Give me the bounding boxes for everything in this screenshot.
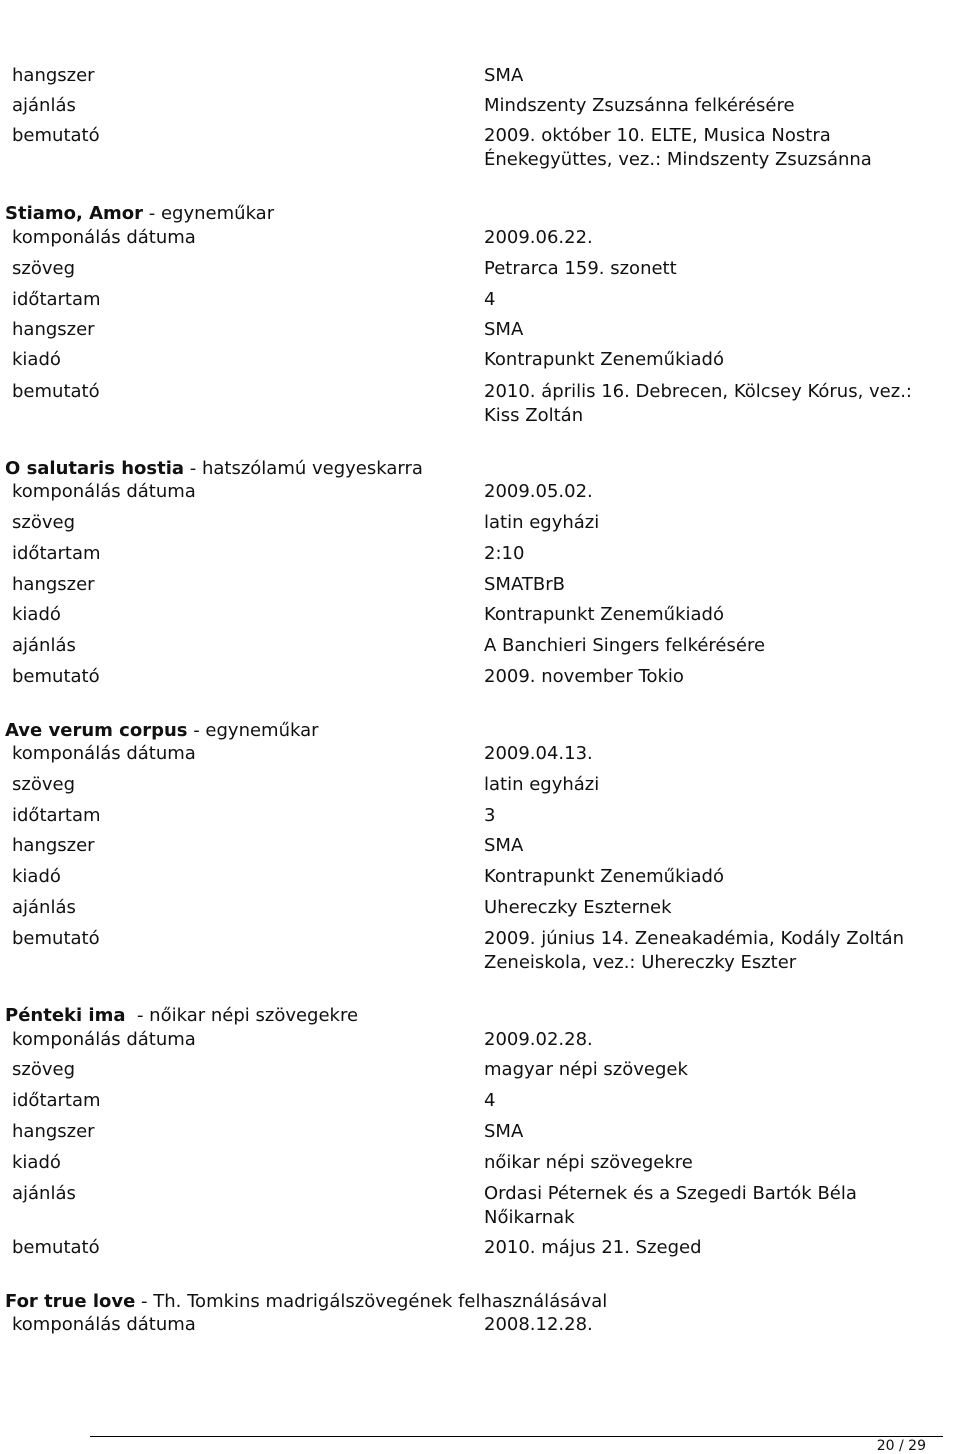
field-value: 2009.05.02. [484,481,593,502]
field-value: 2008.12.28. [484,1314,593,1335]
field-value: Petrarca 159. szonett [484,258,677,279]
field-row [0,804,960,828]
field-row [0,1028,960,1052]
field-label: ajánlás [12,95,76,116]
field-label: kiadó [12,866,61,887]
field-label: hangszer [12,574,95,595]
field-label: komponálás dátuma [12,1314,196,1335]
field-row [0,288,960,312]
field-label: szöveg [12,512,75,533]
field-value: nőikar népi szövegekre [484,1152,693,1173]
field-label: hangszer [12,1121,95,1142]
field-label: hangszer [12,65,95,86]
field-value: 2:10 [484,543,525,564]
field-value: magyar népi szövegek [484,1059,688,1080]
field-row [0,511,960,535]
field-value: SMA [484,65,524,86]
field-value: Kontrapunkt Zeneműkiadó [484,604,724,625]
field-value: Mindszenty Zsuzsánna felkérésére [484,95,795,116]
field-label: komponálás dátuma [12,743,196,764]
field-value: 4 [484,1090,496,1111]
work-title-subtitle: - nőikar népi szövegekre [125,1005,359,1026]
field-label: ajánlás [12,1183,76,1204]
field-value: 2009.04.13. [484,743,593,764]
field-row [0,1313,960,1337]
field-row [0,1120,960,1144]
work-title-subtitle: - egyneműkar [187,720,319,741]
field-row [0,927,960,973]
work-title [5,457,423,481]
field-label: ajánlás [12,897,76,918]
work-title-name: Ave verum corpus [5,720,188,741]
field-row [0,226,960,250]
field-label: ajánlás [12,635,76,656]
field-value: 2009.06.22. [484,227,593,248]
field-row [0,742,960,766]
field-row [0,773,960,797]
field-row [0,1182,960,1228]
field-value: 4 [484,289,496,310]
field-row [0,124,960,170]
field-value: 2009. november Tokio [484,666,684,687]
work-title-subtitle: - hatszólamú vegyeskarra [184,458,423,479]
page-number: 20 / 29 [876,1438,926,1454]
field-label: komponálás dátuma [12,1029,196,1050]
field-label: kiadó [12,349,61,370]
work-title-subtitle: - Th. Tomkins madrigálszövegének felhasználásával [135,1291,608,1312]
field-row [0,834,960,858]
field-row [0,380,960,426]
field-label: bemutató [12,125,100,146]
field-label: kiadó [12,604,61,625]
field-label: komponálás dátuma [12,227,196,248]
field-label: időtartam [12,289,101,310]
work-title-name: O salutaris hostia [5,458,185,479]
field-row [0,1236,960,1260]
field-row [0,318,960,342]
field-row [0,348,960,372]
field-label: időtartam [12,1090,101,1111]
field-label: hangszer [12,835,95,856]
field-label: hangszer [12,319,95,340]
field-label: szöveg [12,258,75,279]
work-title [5,1290,607,1314]
work-title-name: Stiamo, Amor [5,203,144,224]
work-title [5,1004,358,1028]
work-title [5,202,274,226]
field-value: Kontrapunkt Zeneműkiadó [484,349,724,370]
field-row [0,1151,960,1175]
field-value: SMA [484,1121,524,1142]
field-row [0,257,960,281]
work-title-name: Pénteki ima [5,1005,126,1026]
field-value: 2009. október 10. ELTE, Musica Nostra Énekegyüttes, vez.: Mindszenty Zsuzsánna [484,125,872,170]
field-value: 2010. május 21. Szeged [484,1237,702,1258]
field-label: időtartam [12,805,101,826]
field-value: Kontrapunkt Zeneműkiadó [484,866,724,887]
work-title-name: For true love [5,1291,136,1312]
field-value: latin egyházi [484,774,600,795]
field-label: bemutató [12,928,100,949]
field-value: A Banchieri Singers felkérésére [484,635,766,656]
field-value: 2009.02.28. [484,1029,593,1050]
field-row [0,542,960,566]
field-value: SMATBrB [484,574,565,595]
field-row [0,865,960,889]
field-row [0,64,960,88]
work-title [5,719,319,743]
field-row [0,665,960,689]
field-label: komponálás dátuma [12,481,196,502]
footer-divider [90,1436,943,1437]
field-row [0,634,960,658]
field-row [0,480,960,504]
field-row [0,896,960,920]
field-value: SMA [484,319,524,340]
field-row [0,1058,960,1082]
field-value: Uhereczky Eszternek [484,897,672,918]
field-value: SMA [484,835,524,856]
field-label: kiadó [12,1152,61,1173]
field-value: 3 [484,805,496,826]
field-label: időtartam [12,543,101,564]
field-row [0,603,960,627]
field-label: szöveg [12,1059,75,1080]
field-label: bemutató [12,381,100,402]
field-value: latin egyházi [484,512,600,533]
field-label: szöveg [12,774,75,795]
field-row [0,94,960,118]
work-title-subtitle: - egyneműkar [143,203,275,224]
field-value: 2009. június 14. Zeneakadémia, Kodály Zoltán Zeneiskola, vez.: Uhereczky Eszter [484,928,905,973]
field-label: bemutató [12,1237,100,1258]
field-value: Ordasi Péternek és a Szegedi Bartók Béla Nőikarnak [484,1183,857,1228]
field-label: bemutató [12,666,100,687]
field-value: 2010. április 16. Debrecen, Kölcsey Kórus, vez.: Kiss Zoltán [484,381,912,426]
field-row [0,1089,960,1113]
field-row [0,573,960,597]
